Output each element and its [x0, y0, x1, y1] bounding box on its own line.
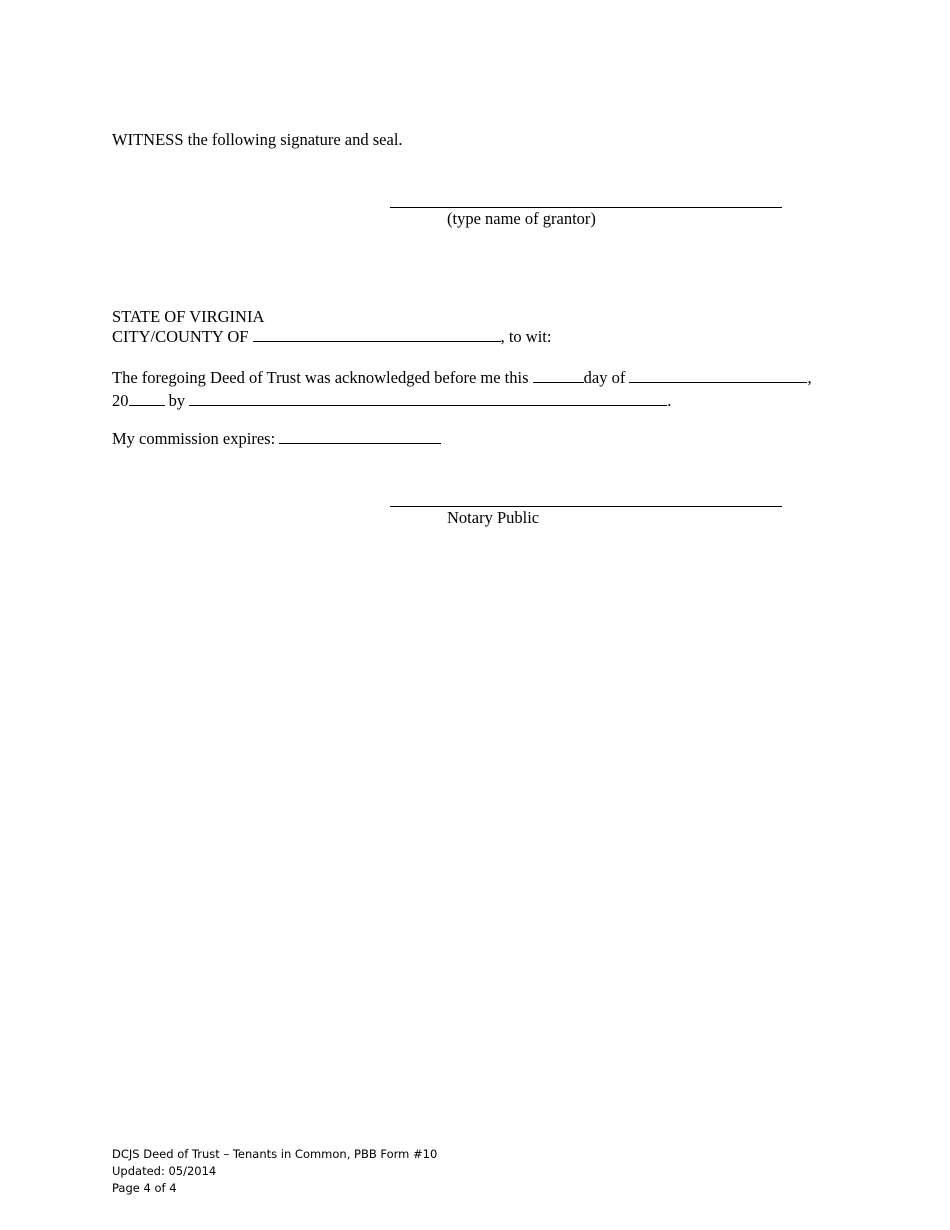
- grantor-signature-line[interactable]: [390, 207, 782, 208]
- acknowledgment-line-2: [112, 391, 671, 411]
- footer-page: Page 4 of 4: [112, 1181, 177, 1195]
- to-wit-label: , to wit:: [500, 327, 552, 346]
- notary-signature-label: Notary Public: [447, 508, 540, 527]
- commission-expires-blank[interactable]: [279, 429, 441, 444]
- by-label: by: [164, 391, 190, 410]
- day-blank[interactable]: [533, 368, 584, 383]
- year-blank[interactable]: [129, 391, 165, 406]
- city-county-label: CITY/COUNTY OF: [112, 327, 249, 346]
- month-blank[interactable]: [629, 368, 807, 383]
- witness-statement: WITNESS the following signature and seal.: [112, 130, 403, 149]
- acknowledged-by-blank[interactable]: [189, 391, 667, 406]
- ack-comma: ,: [807, 368, 812, 387]
- city-county-blank[interactable]: [253, 327, 501, 342]
- commission-label: My commission expires:: [112, 429, 280, 448]
- year-prefix: 20: [112, 391, 129, 410]
- commission-line: [112, 429, 441, 449]
- ack-text-1: The foregoing Deed of Trust was acknowledged before me this: [112, 368, 529, 387]
- footer-updated: Updated: 05/2014: [112, 1164, 217, 1178]
- footer-form: DCJS Deed of Trust – Tenants in Common, PBB Form #10: [112, 1147, 438, 1161]
- notary-signature-line[interactable]: [390, 506, 782, 507]
- state-heading: STATE OF VIRGINIA: [112, 307, 265, 326]
- acknowledgment-line-1: [112, 368, 812, 388]
- grantor-signature-label: (type name of grantor): [447, 209, 596, 228]
- city-county-line: [112, 327, 551, 347]
- ack-text-2: day of: [583, 368, 626, 387]
- ack-period: .: [667, 391, 672, 410]
